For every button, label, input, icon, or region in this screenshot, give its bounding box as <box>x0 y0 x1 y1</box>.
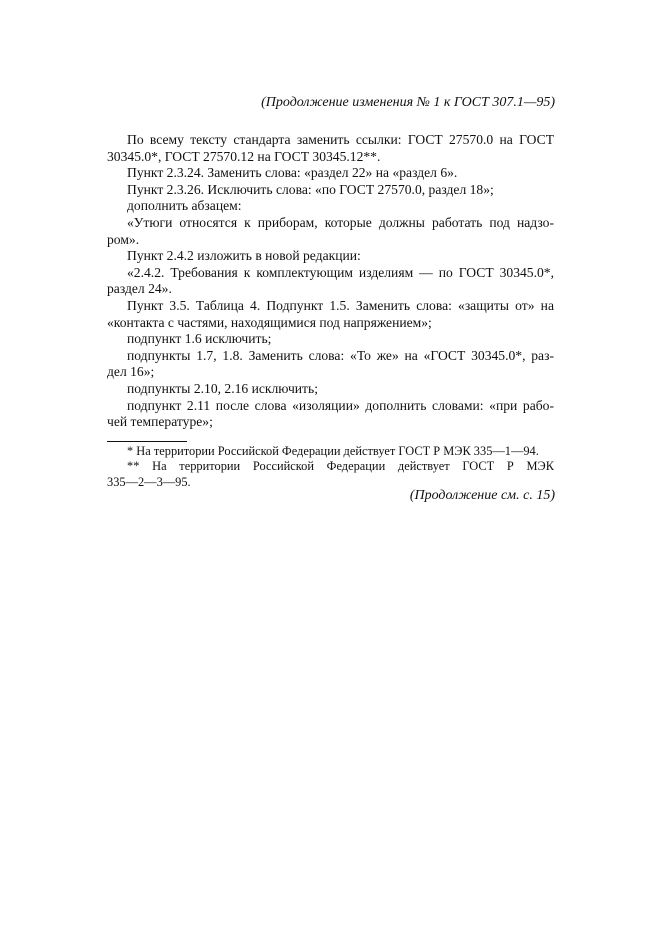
footnote-divider <box>107 441 187 442</box>
footnote: 335—2—3—95. <box>107 474 191 489</box>
text-line: дополнить абзацем: <box>127 198 242 214</box>
text-line: подпункт 2.11 после слова «изоляции» дополнить словами: «при рабо- <box>127 397 554 413</box>
text-line: «2.4.2. Требования к комплектующим изделиям — по ГОСТ 30345.0*, <box>127 264 554 280</box>
continuation-footer: (Продолжение см. с. 15) <box>409 488 555 503</box>
text-line: Пункт 2.3.24. Заменить слова: «раздел 22» на «раздел 6». <box>127 165 458 181</box>
text-line: подпункты 1.7, 1.8. Заменить слова: «То же» на «ГОСТ 30345.0*, раз- <box>127 347 554 363</box>
text-line: «контакта с частями, находящимися под напряжением»; <box>107 314 432 330</box>
continuation-header: (Продолжение изменения № 1 к ГОСТ 307.1—95) <box>261 95 555 110</box>
text-line: подпункты 2.10, 2.16 исключить; <box>127 380 318 396</box>
text-line: Пункт 3.5. Таблица 4. Подпункт 1.5. Заменить слова: «защиты от» на <box>127 297 554 313</box>
text-line: подпункт 1.6 исключить; <box>127 331 272 347</box>
footnote: * На территории Российской Федерации действует ГОСТ Р МЭК 335—1—94. <box>127 444 539 458</box>
text-line: По всему тексту стандарта заменить ссылки: ГОСТ 27570.0 на ГОСТ <box>127 132 554 147</box>
text-line: раздел 24». <box>107 281 172 297</box>
text-line: Пункт 2.4.2 изложить в новой редакции: <box>127 248 361 264</box>
text-line: «Утюги относятся к приборам, которые должны работать под надзо- <box>127 214 554 230</box>
text-line: 30345.0*, ГОСТ 27570.12 на ГОСТ 30345.12**. <box>107 148 381 164</box>
footnote: ** На территории Российской Федерации действует ГОСТ Р МЭК <box>127 459 554 474</box>
text-line: чей температуре»; <box>107 414 213 430</box>
document-body <box>107 132 554 431</box>
text-line: ром». <box>107 231 140 247</box>
footnotes <box>107 444 554 490</box>
text-line: Пункт 2.3.26. Исключить слова: «по ГОСТ 27570.0, раздел 18»; <box>127 181 494 197</box>
text-line: дел 16»; <box>107 364 155 380</box>
